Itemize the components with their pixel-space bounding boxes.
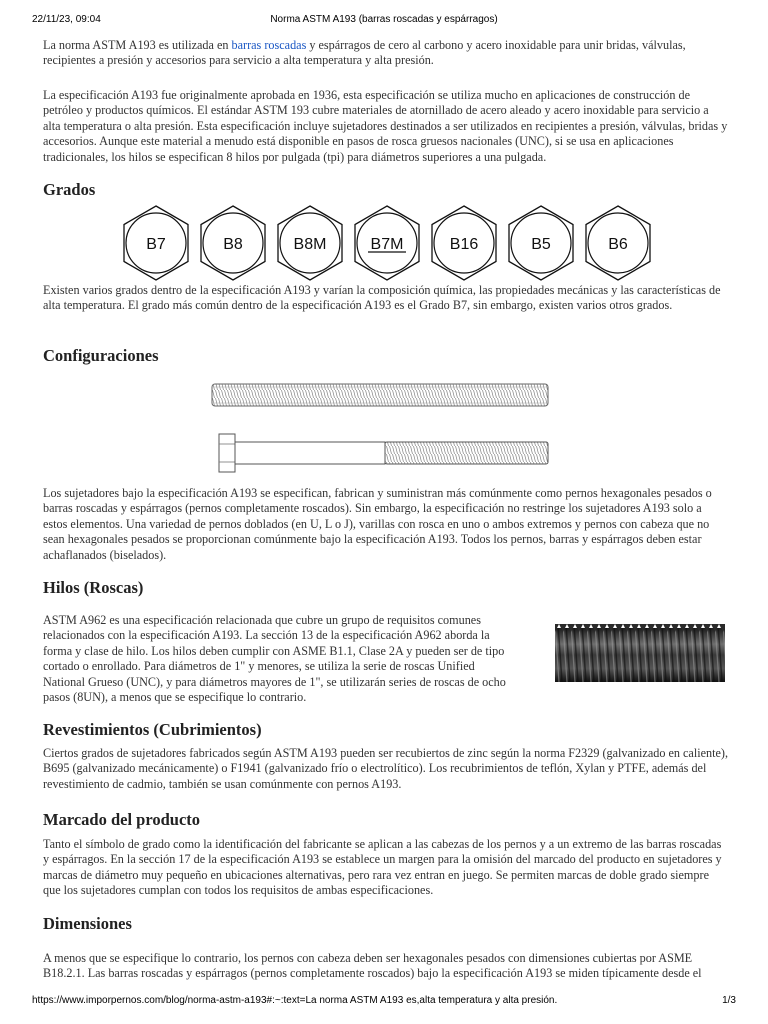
- grade-label: B16: [449, 236, 479, 253]
- page-number: 1/3: [722, 995, 736, 1006]
- grade-hexagon-b8m: [278, 206, 342, 280]
- intro-text-after: y espárragos de cero al carbono y acero inoxidable para unir bridas, válvulas, recipientes a presión y accesorios para servicio a alta temperatura y alta presión.: [43, 38, 686, 68]
- hilos-heading: Hilos (Roscas): [43, 578, 144, 597]
- print-header: [0, 14, 768, 30]
- grade-hexagon-b8: [201, 206, 265, 280]
- print-footer: [0, 995, 768, 1011]
- dimensiones-paragraph: A menos que se especifique lo contrario, los pernos con cabeza deben ser hexagonales pesados con dimensiones cubiertas por ASME B18.2.1. Las barras roscadas y espárragos (pernos completamente roscados) bajo la especificación A193 se miden típicamente desde el: [43, 951, 702, 981]
- grade-label: B7M: [370, 236, 404, 253]
- dimensiones-heading: Dimensiones: [43, 914, 132, 933]
- grade-hexagons: [119, 204, 659, 282]
- grados-paragraph: Existen varios grados dentro de la especificación A193 y varían la composición química, las propiedades mecánicas y las características de alta temperatura. El grado más común dentro de la especificación A193 es el Grado B7, sin embargo, existen varios otros grados.: [43, 283, 721, 313]
- grade-label: B8M: [293, 236, 327, 253]
- print-date: 22/11/23, 09:04: [32, 14, 101, 25]
- grade-label: B5: [531, 236, 551, 253]
- grade-hexagon-b5: [509, 206, 573, 280]
- grade-hexagon-b7: [124, 206, 188, 280]
- hilos-paragraph: ASTM A962 es una especificación relacionada que cubre un grupo de requisitos comunes relacionados con la especificación A193. La sección 13 de la especificación A962 aborda la forma y clase de hilo. Los hilos deben cumplir con ASME B1.1, Clase 2A y pueden ser de tipo cortado o enrollado. Para diámetros de 1" y menores, se utiliza la serie de roscas Unified National Grueso (UNC), y para diámetros mayores de 1", se utilizarán series de roscas de ocho pasos (8UN), a menos que se especifique lo contrario.: [43, 613, 506, 705]
- grade-label: B8: [223, 236, 243, 253]
- grade-label: B7: [146, 236, 166, 253]
- intro-text-before: La norma ASTM A193 es utilizada en: [43, 38, 232, 52]
- grade-hexagon-b6: [586, 206, 650, 280]
- grade-label: B6: [608, 236, 628, 253]
- configuraciones-paragraph: Los sujetadores bajo la especificación A193 se especifican, fabrican y suministran más comúnmente como pernos hexagonales pesados o barras roscadas y espárragos (pernos completamente roscados). Sin embargo, la especificación no restringe los sujetadores A193 solo a estos elementos. Una variedad de pernos doblados (en U, L o J), varillas con rosca en uno o ambos extremos y pernos con cabeza que no sean hexagonales pesados se proporcionan comúnmente bajo la especificación A193. Todos los pernos, barras y espárragos deben estar achaflanados (biselados).: [43, 486, 712, 562]
- marcado-heading: Marcado del producto: [43, 810, 201, 829]
- thread-closeup-image: [555, 624, 725, 682]
- revestimientos-paragraph: Ciertos grados de sujetadores fabricados según ASTM A193 pueden ser recubiertos de zinc según la norma F2329 (galvanizado en caliente), B695 (galvanizado mecánicamente) o F1941 (galvanizado frío o electrolítico). Los recubrimientos de teflón, Xylan y PTFE, además del revestimiento de cadmio, también se usan comúnmente con pernos A193.: [43, 746, 729, 791]
- history-paragraph: La especificación A193 fue originalmente aprobada en 1936, esta especificación se utiliza mucho en aplicaciones de construcción de petróleo y productos químicos. El estándar ASTM 193 cubre materiales de atornillado de acero aleado y acero inoxidable para servicio a alta temperatura o alta presión. Esta especificación incluye sujetadores destinados a ser utilizados en recipientes a presión, válvulas, bridas y accesorios. Aunque este material a menudo está disponible en pasos de rosca gruesos nacionales (UNC), si se usa en aplicaciones tradicionales, los hilos se especifican 8 hilos por pulgada (tpi) para diámetros superiores a una pulgada.: [43, 88, 728, 164]
- configuration-illustration: [209, 382, 554, 482]
- barras-roscadas-link[interactable]: barras roscadas: [231, 38, 307, 52]
- print-title: Norma ASTM A193 (barras roscadas y espárragos): [270, 14, 498, 25]
- hexagon-grade-icon: [119, 204, 659, 282]
- intro-paragraph: [43, 38, 728, 69]
- hex-bolt-icon: [219, 434, 548, 472]
- marcado-paragraph: Tanto el símbolo de grado como la identificación del fabricante se aplican a las cabezas de los pernos y a un extremo de las barras roscadas y espárragos. En la sección 17 de la especificación A193 se establece un margen para la omisión del marcado del producto en sujetadores y marcas de diámetro muy pequeño en ubicaciones alternativas, pero rara vez entran en juego. Se permiten marcas de doble grado siempre que los sujetadores cumplan con todos los requisitos de ambas especificaciones.: [43, 837, 722, 898]
- grados-heading: Grados: [43, 180, 96, 199]
- print-url[interactable]: https://www.imporpernos.com/blog/norma-astm-a193#:~:text=La norma ASTM A193 es,alta temperatura y alta presión.: [32, 995, 558, 1006]
- grade-hexagon-b7m: [355, 206, 419, 280]
- threaded-rod-icon: [212, 384, 548, 406]
- revestimientos-heading: Revestimientos (Cubrimientos): [43, 720, 262, 739]
- configuraciones-heading: Configuraciones: [43, 346, 159, 365]
- grade-hexagon-b16: [432, 206, 496, 280]
